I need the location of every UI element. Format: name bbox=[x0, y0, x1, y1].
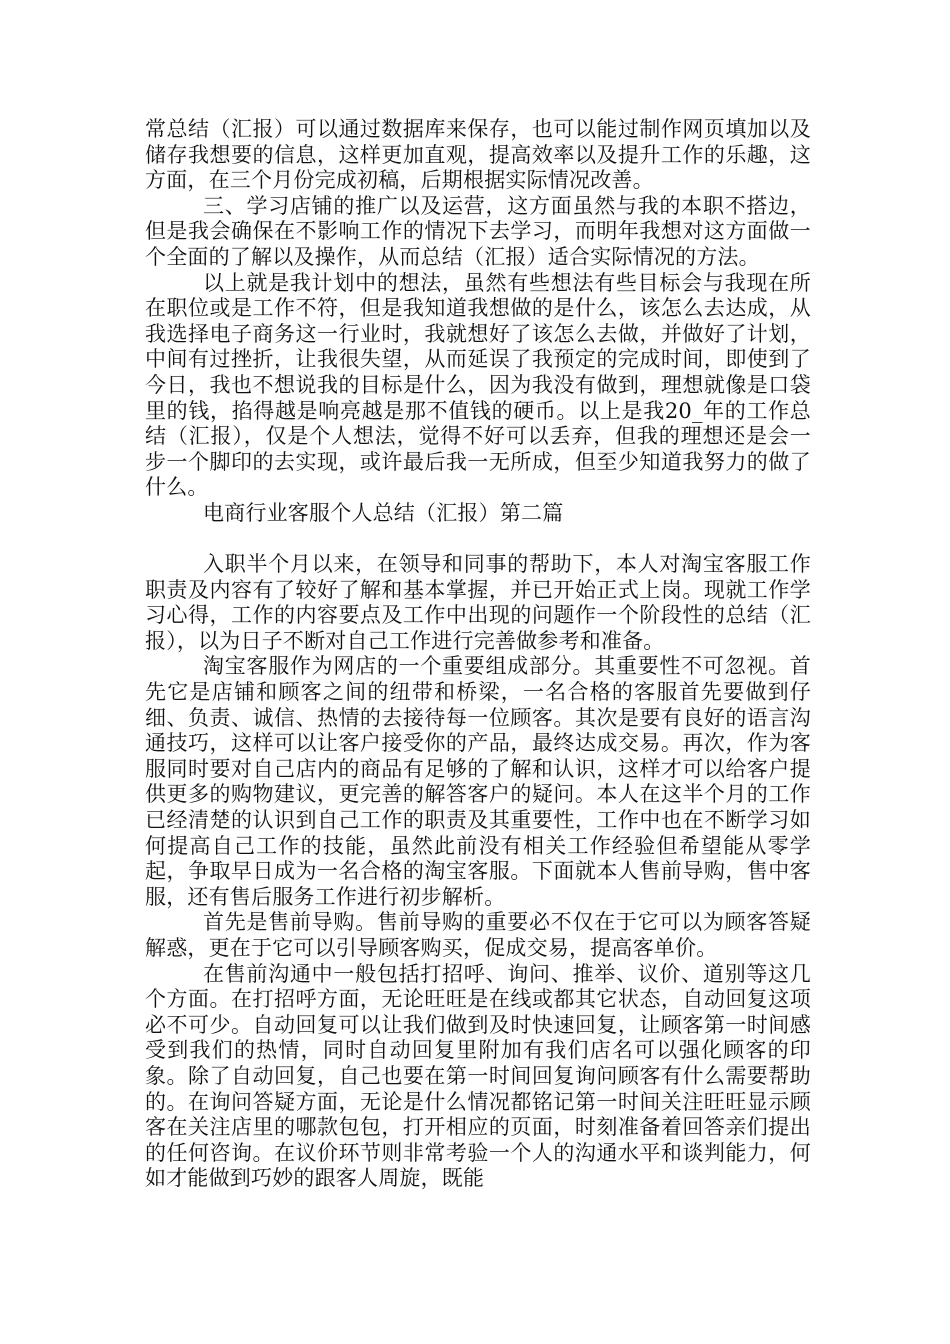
section-title: 电商行业客服个人总结（汇报）第二篇 bbox=[203, 500, 564, 525]
paragraph-role: 淘宝客服作为网店的一个重要组成部分。其重要性不可忽视。首先它是店铺和顾客之间的纽带和桥梁，一名合格的客服首先要做到仔细、负责、诚信、热情的去接待每一位顾客。其次是要有良好的语言沟通技巧，这样可以让客户接受你的产品，最终达成交易。再次，作为客服同时要对自己店内的商品有足够的了解和认识，这样才可以给客户提供更多的购物建议，更完善的解答客户的疑问。本人在这半个月的工作已经清楚的认识到自己工作的职责及其重要性，工作中也在不断学习如何提高自己工作的技能，虽然此前没有相关工作经验但希望能从零学起，争取早日成为一名合格的淘宝客服。下面就本人售前导购，售中客服，还有售后服务工作进行初步解析。 bbox=[145, 654, 811, 909]
paragraph-conclusion: 以上就是我计划中的想法，虽然有些想法有些目标会与我现在所在职位或是工作不符，但是我知道我想做的是什么，该怎么去达成，从我选择电子商务这一行业时，我就想好了该怎么去做，并做好了计划，中间有过挫折，让我很失望，从而延误了我预定的完成时间，即使到了今日，我也不想说我的目标是什么，因为我没有做到，理想就像是口袋里的钱，掐得越是响亮越是那不值钱的硬币。以上是我20_年的工作总结（汇报），仅是个人想法，觉得不好可以丢弃，但我的理想还是会一步一个脚印的去实现，或许最后我一无所成，但至少知道我努力的做了什么。 bbox=[145, 270, 811, 500]
paragraph-continuation: 常总结（汇报）可以通过数据库来保存，也可以能过制作网页填加以及储存我想要的信息，这样更加直观，提高效率以及提升工作的乐趣，这方面，在三个月份完成初稿，后期根据实际情况改善。 bbox=[145, 117, 811, 193]
paragraph-point-three: 三、学习店铺的推广以及运营，这方面虽然与我的本职不搭边，但是我会确保在不影响工作的情况下去学习，而明年我想对这方面做一个全面的了解以及操作，从而总结（汇报）适合实际情况的方法。 bbox=[145, 193, 811, 269]
document-body bbox=[145, 117, 811, 1192]
paragraph-intro: 入职半个月以来，在领导和同事的帮助下，本人对淘宝客服工作职责及内容有了较好了解和基本掌握，并已开始正式上岗。现就工作学习心得，工作的内容要点及工作中出现的问题作一个阶段性的总结（汇报），以为日子不断对自己工作进行完善做参考和准备。 bbox=[145, 552, 811, 653]
blank-line bbox=[145, 527, 811, 553]
paragraph-presales-detail: 在售前沟通中一般包括打招呼、询问、推举、议价、道别等这几个方面。在打招呼方面，无论旺旺是在线或都其它状态，自动回复这项必不可少。自动回复可以让我们做到及时快速回复，让顾客第一时间感受到我们的热情，同时自动回复里附加有我们店名可以强化顾客的印象。除了自动回复，自己也要在第一时间回复询问顾客有什么需要帮助的。在询问答疑方面，无论是什么情况都铭记第一时间关注旺旺显示顾客在关注店里的哪款包包，打开相应的页面，时刻准备着回答亲们提出的任何咨询。在议价环节则非常考验一个人的沟通水平和谈判能力，何如才能做到巧妙的跟客人周旋，既能 bbox=[145, 961, 811, 1191]
paragraph-presales: 首先是售前导购。售前导购的重要必不仅在于它可以为顾客答疑解惑，更在于它可以引导顾客购买，促成交易，提高客单价。 bbox=[145, 910, 811, 960]
